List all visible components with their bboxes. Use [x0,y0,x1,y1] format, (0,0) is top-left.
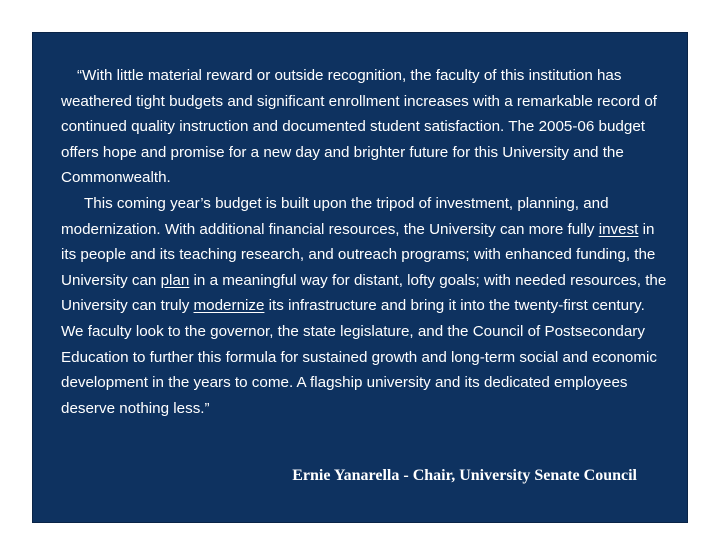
underlined-word-invest: invest [598,220,639,238]
underlined-word-plan: plan [160,271,190,289]
slide-panel [32,32,688,523]
quote-paragraph-1: “With little material reward or outside recognition, the faculty of this institution has weathered tight budgets and significant enrollment increases with a remarkable record of continued quality instruction and documented student satisfaction. The 2005-06 budget offers hope and promise for a new day and brighter future for this University and the Commonwealth. [61,67,658,187]
quote-attribution: Ernie Yanarella - Chair, University Senate Council [292,467,637,484]
quote-paragraph-2-part-1: This coming year’s budget is built upon the tripod of investment, planning, and modernization. With additional financial resources, the University can more fully [61,194,609,238]
quote-block [61,63,671,421]
quote-paragraph-2 [61,191,671,421]
underlined-word-modernize: modernize [193,297,265,315]
quote-paragraph-2-part-2: in its people and its teaching research, and outreach programs; with enhanced funding, the University can [61,220,656,289]
quote-paragraph-2-part-4: its infrastructure and bring it into the twenty-first century. We faculty look to the governor, the state legislature, and the Council of Postsecondary Education to further this formula for sustained growth and long-term social and economic development in the years to come. A flagship university and its dedicated employees deserve nothing less.” [61,297,657,417]
quote-paragraph-2-part-3: in a meaningful way for distant, lofty goals; with needed resources, the University can truly [61,271,667,315]
